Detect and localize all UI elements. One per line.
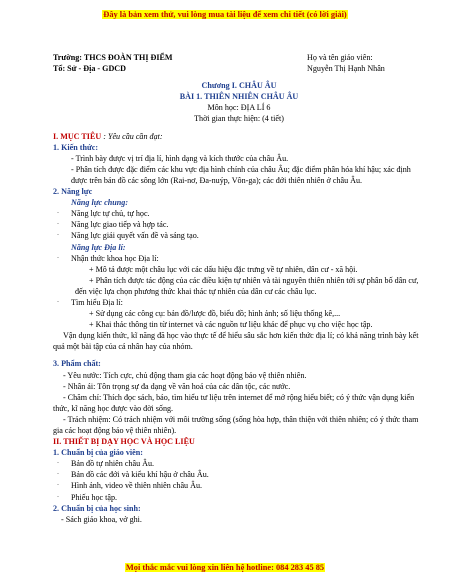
geo-knowledge-item: + Mô tả được một châu lục với các dấu hiệu đặc trưng về tự nhiên, dân cư - xã hội.: [89, 264, 358, 274]
geo-explore-item: + Khai thác thông tin từ internet và các nguồn tư liệu khác để phục vụ cho việc học tập.: [89, 320, 373, 330]
preview-banner-text: Đây là bản xem thử, vui lòng mua tài liệu để xem chi tiết (có lời giải): [103, 10, 347, 19]
teacher-prep-item: - Bản đồ tự nhiên châu Âu.: [53, 458, 425, 469]
heading-teacher-prep: 1. Chuẩn bị của giáo viên:: [53, 448, 143, 458]
header-row-2: [53, 63, 425, 74]
section-title: I. MỤC TIÊU: [53, 131, 102, 141]
heading-general-competence: Năng lực chung:: [71, 198, 129, 208]
geo-explore-item: + Sử dụng các công cụ: bản đồ/lược đồ, biểu đồ; hình ảnh; số liệu thống kê,...: [89, 309, 341, 319]
quality-item: - Chăm chỉ: Thích đọc sách, báo, tìm hiểu tư liệu trên internet để mở rộng hiểu biết; có ý thức vận dụng kiến thức, kĩ năng học được vào đời sống.: [53, 392, 415, 413]
quality-item: - Nhân ái: Tôn trọng sự đa dạng về văn hoá của các dân tộc, các nước.: [63, 381, 291, 391]
duration-line: Thời gian thực hiện: (4 tiết): [194, 114, 284, 124]
heading-student-prep: 2. Chuẩn bị của học sinh:: [53, 503, 141, 513]
lesson-title: BÀI 1. THIÊN NHIÊN CHÂU ÂU: [179, 92, 299, 102]
section-objectives: [53, 131, 425, 142]
subject-line: Môn học: ĐỊA LÍ 6: [207, 103, 271, 113]
heading-competence: 2. Năng lực: [53, 187, 93, 197]
section-subtitle: : Yêu cầu cần đạt:: [101, 131, 163, 141]
student-prep-item: - Sách giáo khoa, vở ghi.: [61, 514, 142, 524]
teacher-prep-item: - Phiếu học tập.: [53, 492, 425, 503]
heading-geo-competence: Năng lực Địa lí:: [71, 242, 126, 252]
quality-item: - Yêu nước: Tích cực, chủ động tham gia các hoạt động bảo vệ thiên nhiên.: [63, 370, 307, 380]
teacher-prep-item: - Hình ảnh, video về thiên nhiên châu Âu.: [53, 480, 425, 491]
geo-explore-label: - Tìm hiểu Địa lí:: [53, 297, 425, 308]
hotline-banner-text: Mọi thắc mắc vui lòng xin liên hệ hotline: 084 283 45 85: [125, 563, 325, 572]
heading-qualities: 3. Phẩm chất:: [53, 359, 101, 369]
header-row-1: [53, 52, 425, 63]
hotline-banner: [0, 562, 450, 573]
teacher-name: Nguyễn Thị Hạnh Nhân: [307, 64, 385, 74]
knowledge-item: - Phân tích được đặc điểm các khu vực địa hình chính của châu Âu; đặc điểm phân hóa khí hậu; xác định được trên bản đồ các sông lớn (Rai-nơ, Đa-nuýp, Vôn-ga); các đới thiên nhiên ở châu Âu.: [71, 164, 411, 185]
group-name: Tổ: Sử - Địa - GDCD: [53, 64, 126, 74]
geo-knowledge-label: - Nhận thức khoa học Địa lí:: [53, 253, 425, 264]
section-equipment: II. THIẾT BỊ DẠY HỌC VÀ HỌC LIỆU: [53, 437, 195, 447]
geo-apply-item: Vận dụng kiến thức, kĩ năng đã học vào thực tế để hiểu sâu sắc hơn kiến thức địa lí; có khả năng trình bày kết quả một bài tập của cá nhân hay của nhóm.: [53, 331, 419, 352]
competence-item: - Năng lực giải quyết vấn đề và sáng tạo.: [53, 230, 425, 241]
heading-knowledge: 1. Kiến thức:: [53, 142, 99, 152]
quality-item: - Trách nhiệm: Có trách nhiệm với môi trường sống (sống hòa hợp, thân thiện với thiên nhiên; có ý thức tham gia các hoạt động bảo vệ thiên nhiên).: [53, 414, 419, 435]
chapter-title: Chương I. CHÂU ÂU: [201, 81, 277, 91]
knowledge-item: - Trình bày được vị trí địa lí, hình dạng và kích thước của châu Âu.: [71, 153, 289, 163]
geo-knowledge-item: + Phân tích được tác động của các điều kiện tự nhiên và tài nguyên thiên nhiên tới sự phân bố dân cư, đến việc lựa chọn phương thức khai thác tự nhiên của dân cư các châu lục.: [75, 275, 419, 296]
school-name: Trường: THCS ĐOÀN THỊ ĐIỂM: [53, 53, 173, 62]
lesson-plan: [53, 52, 425, 525]
teacher-label: Họ và tên giáo viên:: [307, 53, 373, 62]
competence-item: - Năng lực giao tiếp và hợp tác.: [53, 219, 425, 230]
preview-banner: [0, 9, 450, 20]
competence-item: - Năng lực tự chủ, tự học.: [53, 208, 425, 219]
teacher-prep-item: - Bản đồ các đới và kiểu khí hậu ở châu Âu.: [53, 469, 425, 480]
